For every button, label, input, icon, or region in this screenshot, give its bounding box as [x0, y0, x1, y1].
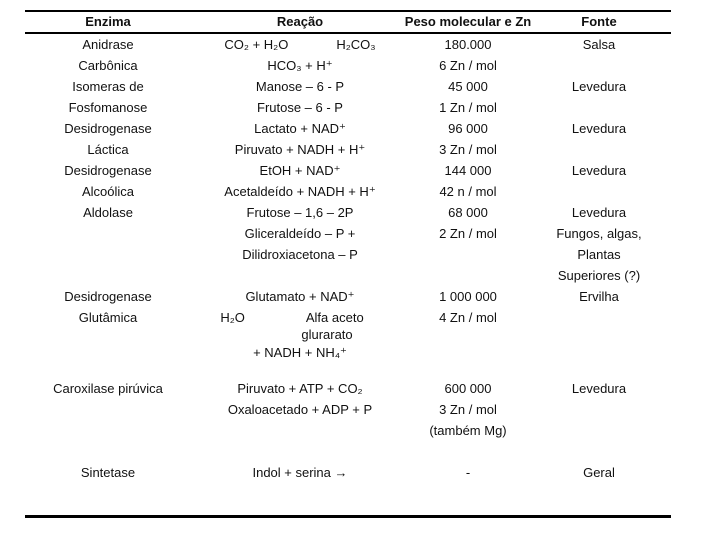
cell-fonte [527, 139, 671, 160]
cell-reacao: Manose – 6 - P [255, 78, 345, 94]
cell-fonte: Levedura [571, 204, 627, 220]
cell-fonte: Fungos, algas, [556, 225, 642, 241]
cell-enzima: Glutâmica [78, 309, 138, 325]
table-row [25, 160, 671, 181]
cell-enzima [25, 223, 191, 244]
column-header-fonte: Fonte [581, 14, 617, 30]
table-row [25, 399, 671, 420]
cell-fonte [527, 307, 671, 328]
table-row [25, 378, 671, 399]
cell-peso: 3 Zn / mol [439, 141, 497, 157]
cell-peso: 2 Zn / mol [439, 225, 497, 241]
cell-peso: 42 n / mol [439, 183, 497, 199]
cell-fonte: Levedura [571, 78, 627, 94]
cell-fonte: Plantas [577, 246, 621, 262]
cell-reacao [191, 265, 409, 286]
cell-reacao: + NADH + NH₄⁺ [253, 344, 347, 360]
cell-reacao: HCO₃ + H⁺ [267, 57, 333, 73]
cell-reacao [191, 34, 409, 55]
cell-fonte [527, 97, 671, 118]
table-row [25, 342, 671, 363]
cell-enzima [25, 265, 191, 286]
cell-peso [409, 265, 527, 286]
table-row [25, 202, 671, 223]
cell-peso: 1 000 000 [439, 288, 497, 304]
table-row [25, 244, 671, 265]
cell-fonte: Levedura [571, 162, 627, 178]
spacer-row [25, 441, 671, 462]
reaction-right: H₂CO₃ [336, 36, 376, 52]
cell-fonte [527, 420, 671, 441]
cell-peso: 68 000 [448, 204, 488, 220]
table-bottom-rule [25, 515, 671, 518]
cell-reacao: EtOH + NAD⁺ [259, 162, 341, 178]
enzyme-table [25, 10, 671, 483]
cell-reacao: Glutamato + NAD⁺ [245, 288, 355, 304]
table-row [25, 118, 671, 139]
cell-peso: 6 Zn / mol [439, 57, 497, 73]
cell-enzima: Anidrase [82, 36, 134, 52]
cell-enzima: Carbônica [78, 57, 138, 73]
cell-fonte: Salsa [582, 36, 616, 52]
table-row [25, 181, 671, 202]
cell-reacao [183, 307, 401, 328]
cell-fonte [527, 399, 671, 420]
table-header-row [25, 12, 671, 34]
cell-fonte [527, 342, 671, 363]
cell-enzima [25, 399, 191, 420]
cell-enzima: Desidrogenase [64, 120, 152, 136]
cell-fonte: Levedura [571, 120, 627, 136]
table-row [25, 462, 671, 483]
column-header-reacao: Reação [276, 14, 324, 30]
cell-enzima: Alcoólica [81, 183, 135, 199]
cell-reacao: Lactato + NAD⁺ [254, 120, 346, 136]
cell-fonte: Levedura [571, 380, 627, 396]
cell-reacao: Acetaldeído + NADH + H⁺ [224, 183, 376, 199]
table-row [25, 97, 671, 118]
cell-fonte [527, 328, 671, 342]
cell-fonte: Ervilha [579, 288, 619, 304]
cell-enzima: Sintetase [80, 464, 136, 480]
cell-reacao: Piruvato + NADH + H⁺ [234, 141, 366, 157]
table-row [25, 55, 671, 76]
cell-peso: 600 000 [444, 380, 492, 396]
cell-peso: 4 Zn / mol [439, 309, 497, 325]
table-row [25, 328, 671, 342]
cell-peso: 180.000 [444, 36, 492, 52]
cell-peso: 144 000 [444, 162, 492, 178]
cell-enzima: Fosfomanose [68, 99, 148, 115]
cell-reacao [191, 328, 409, 342]
cell-peso: 45 000 [448, 78, 488, 94]
table-row [25, 307, 671, 328]
cell-fonte [527, 181, 671, 202]
table-row [25, 139, 671, 160]
column-header-enzima: Enzima [85, 14, 131, 30]
cell-enzima [25, 420, 191, 441]
table-row [25, 34, 671, 55]
cell-reacao: Indol + serina → [252, 464, 348, 480]
cell-reacao: Gliceraldeído – P + [244, 225, 356, 241]
cell-enzima: Isomeras de [72, 78, 144, 94]
cell-peso: 3 Zn / mol [439, 401, 497, 417]
cell-enzima: Desidrogenase [64, 288, 152, 304]
cell-peso: (também Mg) [429, 422, 507, 438]
cell-enzima: Láctica [87, 141, 129, 157]
reaction-left: CO₂ + H₂O [224, 36, 289, 52]
cell-peso: 96 000 [448, 120, 488, 136]
cell-enzima: Caroxilase pirúvica [53, 380, 163, 396]
cell-reacao: Frutose – 6 - P [257, 99, 343, 115]
cell-fonte: Superiores (?) [557, 267, 641, 283]
cell-peso [409, 328, 527, 342]
table-row [25, 265, 671, 286]
cell-reacao: Piruvato + ATP + CO₂ [237, 380, 363, 396]
spacer-row [25, 363, 671, 378]
cell-enzima [25, 244, 191, 265]
table-row [25, 420, 671, 441]
cell-reacao: Dilidroxiacetona – P [242, 246, 358, 262]
cell-fonte [527, 55, 671, 76]
reaction-continuation: glurarato [301, 327, 353, 343]
cell-enzima: Desidrogenase [64, 162, 152, 178]
table-row [25, 223, 671, 244]
cell-enzima: Aldolase [83, 204, 133, 220]
cell-peso [409, 342, 527, 363]
cell-fonte: Geral [583, 464, 615, 480]
cell-reacao: Frutose – 1,6 – 2P [246, 204, 354, 220]
cell-reacao [191, 420, 409, 441]
table-row [25, 76, 671, 97]
reaction-left: H₂O [220, 309, 245, 325]
reaction-right: Alfa aceto [305, 309, 364, 325]
cell-peso [409, 244, 527, 265]
cell-enzima [25, 342, 191, 363]
cell-reacao: Oxaloacetado + ADP + P [227, 401, 373, 417]
table-row [25, 286, 671, 307]
cell-peso: - [465, 464, 471, 480]
cell-peso: 1 Zn / mol [439, 99, 497, 115]
cell-enzima [25, 328, 191, 342]
column-header-peso-molecular: Peso molecular e Zn [404, 14, 532, 30]
